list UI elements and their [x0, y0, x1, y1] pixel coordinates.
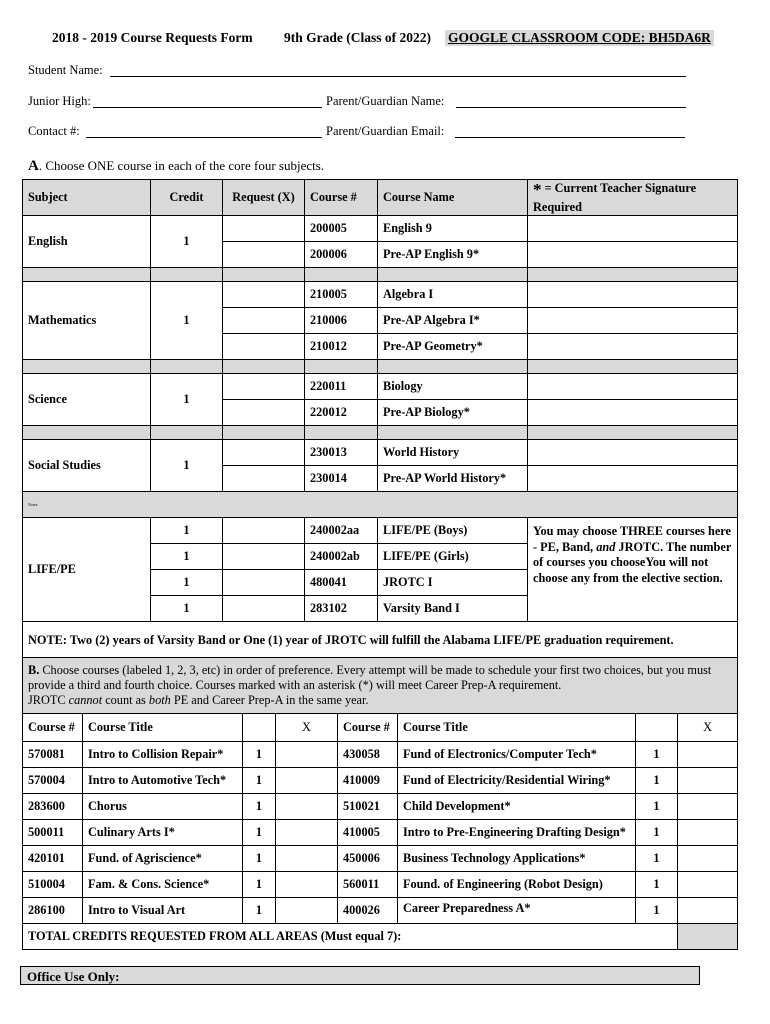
request-cell[interactable] [223, 544, 305, 570]
signature-cell[interactable] [528, 282, 738, 308]
course-num: 240002ab [305, 544, 378, 570]
signature-cell[interactable] [528, 374, 738, 400]
credit: 1 [243, 794, 276, 820]
signature-star: * [533, 180, 542, 199]
course-name: LIFE/PE (Girls) [378, 544, 528, 570]
credit: 1 [151, 518, 223, 544]
course-title: Found. of Engineering (Robot Design) [398, 872, 636, 898]
section-b-text2b: count as [102, 693, 149, 707]
course-num: 450006 [338, 846, 398, 872]
request-cell[interactable] [223, 334, 305, 360]
request-cell[interactable] [223, 596, 305, 622]
col-course-num: Course # [305, 180, 378, 216]
credit: 1 [636, 872, 678, 898]
credit: 1 [243, 742, 276, 768]
course-num: 430058 [338, 742, 398, 768]
course-num: 400026 [338, 898, 398, 924]
course-title: Career Preparedness A* [398, 898, 636, 924]
course-num: 410005 [338, 820, 398, 846]
life-pe-footnote: NOTE: Two (2) years of Varsity Band or One (1) year of JROTC will fulfill the Alabama LIFE/PE graduation requirement. [23, 622, 738, 660]
credit: 1 [636, 898, 678, 924]
separator-note: Notes [23, 492, 738, 518]
choice-cell[interactable] [678, 768, 738, 794]
signature-header: = Current Teacher Signature Required [533, 181, 697, 214]
course-num: 210006 [305, 308, 378, 334]
request-cell[interactable] [223, 374, 305, 400]
choice-cell[interactable] [276, 794, 338, 820]
course-num: 510021 [338, 794, 398, 820]
course-num: 510004 [23, 872, 83, 898]
signature-cell[interactable] [528, 242, 738, 268]
course-num: 283102 [305, 596, 378, 622]
core-courses-table [22, 179, 738, 660]
life-pe-note-pre: You may choose THREE courses here - PE, Band, [533, 524, 732, 554]
request-cell[interactable] [223, 440, 305, 466]
course-num: 420101 [23, 846, 83, 872]
choice-cell[interactable] [678, 872, 738, 898]
col-x-left: X [276, 714, 338, 742]
student-name-field[interactable] [110, 76, 686, 77]
junior-high-label: Junior High: [28, 94, 91, 108]
junior-high-field[interactable] [93, 107, 322, 108]
choice-cell[interactable] [276, 872, 338, 898]
credit: 1 [151, 570, 223, 596]
life-pe-note [528, 518, 738, 622]
course-name: Varsity Band I [378, 596, 528, 622]
col-course-num-right: Course # [338, 714, 398, 742]
choice-cell[interactable] [678, 820, 738, 846]
choice-cell[interactable] [678, 794, 738, 820]
credit: 1 [636, 820, 678, 846]
credit: 1 [243, 872, 276, 898]
course-num: 283600 [23, 794, 83, 820]
course-title: Intro to Automotive Tech* [83, 768, 243, 794]
section-b-text2a: JROTC [28, 693, 69, 707]
section-b-text2c: PE and Career Prep-A in the same year. [170, 693, 369, 707]
credit: 1 [636, 794, 678, 820]
credit: 1 [243, 846, 276, 872]
course-title: Business Technology Applications* [398, 846, 636, 872]
course-num: 286100 [23, 898, 83, 924]
course-num: 570081 [23, 742, 83, 768]
course-num: 500011 [23, 820, 83, 846]
section-a-heading [28, 158, 324, 175]
signature-cell[interactable] [528, 400, 738, 426]
col-request: Request (X) [223, 180, 305, 216]
parent-email-label: Parent/Guardian Email: [326, 124, 445, 138]
course-name: LIFE/PE (Boys) [378, 518, 528, 544]
course-num: 200005 [305, 216, 378, 242]
course-name: JROTC I [378, 570, 528, 596]
course-name: World History [378, 440, 528, 466]
subject-social-studies: Social Studies [23, 440, 151, 492]
parent-name-field[interactable] [456, 107, 686, 108]
life-pe-note-and: and [596, 539, 616, 554]
office-use-box [20, 966, 700, 985]
course-num: 210005 [305, 282, 378, 308]
total-credits-label: TOTAL CREDITS REQUESTED FROM ALL AREAS (Must equal 7): [23, 924, 678, 950]
section-b-both: both [148, 693, 171, 707]
choice-cell[interactable] [276, 846, 338, 872]
course-num: 230014 [305, 466, 378, 492]
course-num: 210012 [305, 334, 378, 360]
total-credits-cell[interactable] [678, 924, 738, 950]
choice-cell[interactable] [678, 898, 738, 924]
credit: 1 [243, 820, 276, 846]
course-num: 220012 [305, 400, 378, 426]
request-cell[interactable] [223, 518, 305, 544]
classroom-code: GOOGLE CLASSROOM CODE: BH5DA6R [445, 30, 714, 46]
signature-cell[interactable] [528, 440, 738, 466]
contact-field[interactable] [86, 137, 322, 138]
course-title: Intro to Collision Repair* [83, 742, 243, 768]
electives-table [22, 657, 738, 950]
grade-label: 9th Grade (Class of 2022) [284, 30, 431, 45]
course-title: Fam. & Cons. Science* [83, 872, 243, 898]
col-course-title-right: Course Title [398, 714, 636, 742]
form-title: 2018 - 2019 Course Requests Form [52, 30, 253, 45]
subject-math: Mathematics [23, 282, 151, 360]
section-b-instructions [23, 658, 738, 714]
course-num: 200006 [305, 242, 378, 268]
request-cell[interactable] [223, 282, 305, 308]
col-course-num-left: Course # [23, 714, 83, 742]
credit: 1 [636, 846, 678, 872]
course-title: Child Development* [398, 794, 636, 820]
request-cell[interactable] [223, 400, 305, 426]
subject-science: Science [23, 374, 151, 426]
credit: 1 [243, 768, 276, 794]
course-num: 240002aa [305, 518, 378, 544]
choice-cell[interactable] [276, 768, 338, 794]
course-title: Culinary Arts I* [83, 820, 243, 846]
credit: 1 [243, 898, 276, 924]
course-name: Biology [378, 374, 528, 400]
request-cell[interactable] [223, 216, 305, 242]
credit: 1 [151, 596, 223, 622]
course-title: Fund. of Agriscience* [83, 846, 243, 872]
credit: 1 [636, 768, 678, 794]
course-title: Intro to Visual Art [83, 898, 243, 924]
course-num: 570004 [23, 768, 83, 794]
section-a-instruction: . Choose ONE course in each of the core four subjects. [38, 158, 325, 173]
course-name: English 9 [378, 216, 528, 242]
course-name: Pre-AP Biology* [378, 400, 528, 426]
choice-cell[interactable] [678, 846, 738, 872]
subject-life-pe: LIFE/PE [23, 518, 151, 622]
request-cell[interactable] [223, 308, 305, 334]
choice-cell[interactable] [276, 742, 338, 768]
course-name: Pre-AP World History* [378, 466, 528, 492]
parent-email-field[interactable] [455, 137, 685, 138]
request-cell[interactable] [223, 242, 305, 268]
section-a-letter: A [28, 158, 39, 174]
signature-cell[interactable] [528, 308, 738, 334]
col-signature [528, 180, 738, 216]
choice-cell[interactable] [276, 820, 338, 846]
course-name: Algebra I [378, 282, 528, 308]
col-course-name: Course Name [378, 180, 528, 216]
course-title: Fund of Electricity/Residential Wiring* [398, 768, 636, 794]
contact-label: Contact #: [28, 124, 80, 138]
col-subject: Subject [23, 180, 151, 216]
col-course-title-left: Course Title [83, 714, 243, 742]
course-title: Fund of Electronics/Computer Tech* [398, 742, 636, 768]
credit-math: 1 [151, 282, 223, 360]
signature-cell[interactable] [528, 334, 738, 360]
parent-name-label: Parent/Guardian Name: [326, 94, 445, 108]
student-name-label: Student Name: [28, 63, 103, 77]
section-b-cannot: cannot [68, 693, 103, 707]
course-num: 560011 [338, 872, 398, 898]
signature-cell[interactable] [528, 216, 738, 242]
request-cell[interactable] [223, 570, 305, 596]
course-name: Pre-AP Algebra I* [378, 308, 528, 334]
credit-science: 1 [151, 374, 223, 426]
life-pe-note-post: JROTC. The number of courses you chooseYou will not choose any from the elective section. [533, 539, 732, 585]
signature-cell[interactable] [528, 466, 738, 492]
course-num: 220011 [305, 374, 378, 400]
choice-cell[interactable] [276, 898, 338, 924]
course-num: 410009 [338, 768, 398, 794]
credit-english: 1 [151, 216, 223, 268]
course-name: Pre-AP English 9* [378, 242, 528, 268]
course-name: Pre-AP Geometry* [378, 334, 528, 360]
credit: 1 [636, 742, 678, 768]
request-cell[interactable] [223, 466, 305, 492]
course-num: 230013 [305, 440, 378, 466]
section-b-text1: Choose courses (labeled 1, 2, 3, etc) in order of preference. Every attempt will be made to schedule your first two choices, but you must provide a third and fourth choice. Courses marked with an asterisk (*) will meet Career Prep-A requirement. [28, 663, 712, 692]
section-b-letter: B. [28, 663, 40, 677]
course-title: Intro to Pre-Engineering Drafting Design* [398, 820, 636, 846]
choice-cell[interactable] [678, 742, 738, 768]
course-title: Chorus [83, 794, 243, 820]
credit: 1 [151, 544, 223, 570]
col-x-right: X [678, 714, 738, 742]
credit-social-studies: 1 [151, 440, 223, 492]
office-use-label: Office Use Only: [27, 969, 120, 984]
subject-english: English [23, 216, 151, 268]
course-num: 480041 [305, 570, 378, 596]
col-credit: Credit [151, 180, 223, 216]
